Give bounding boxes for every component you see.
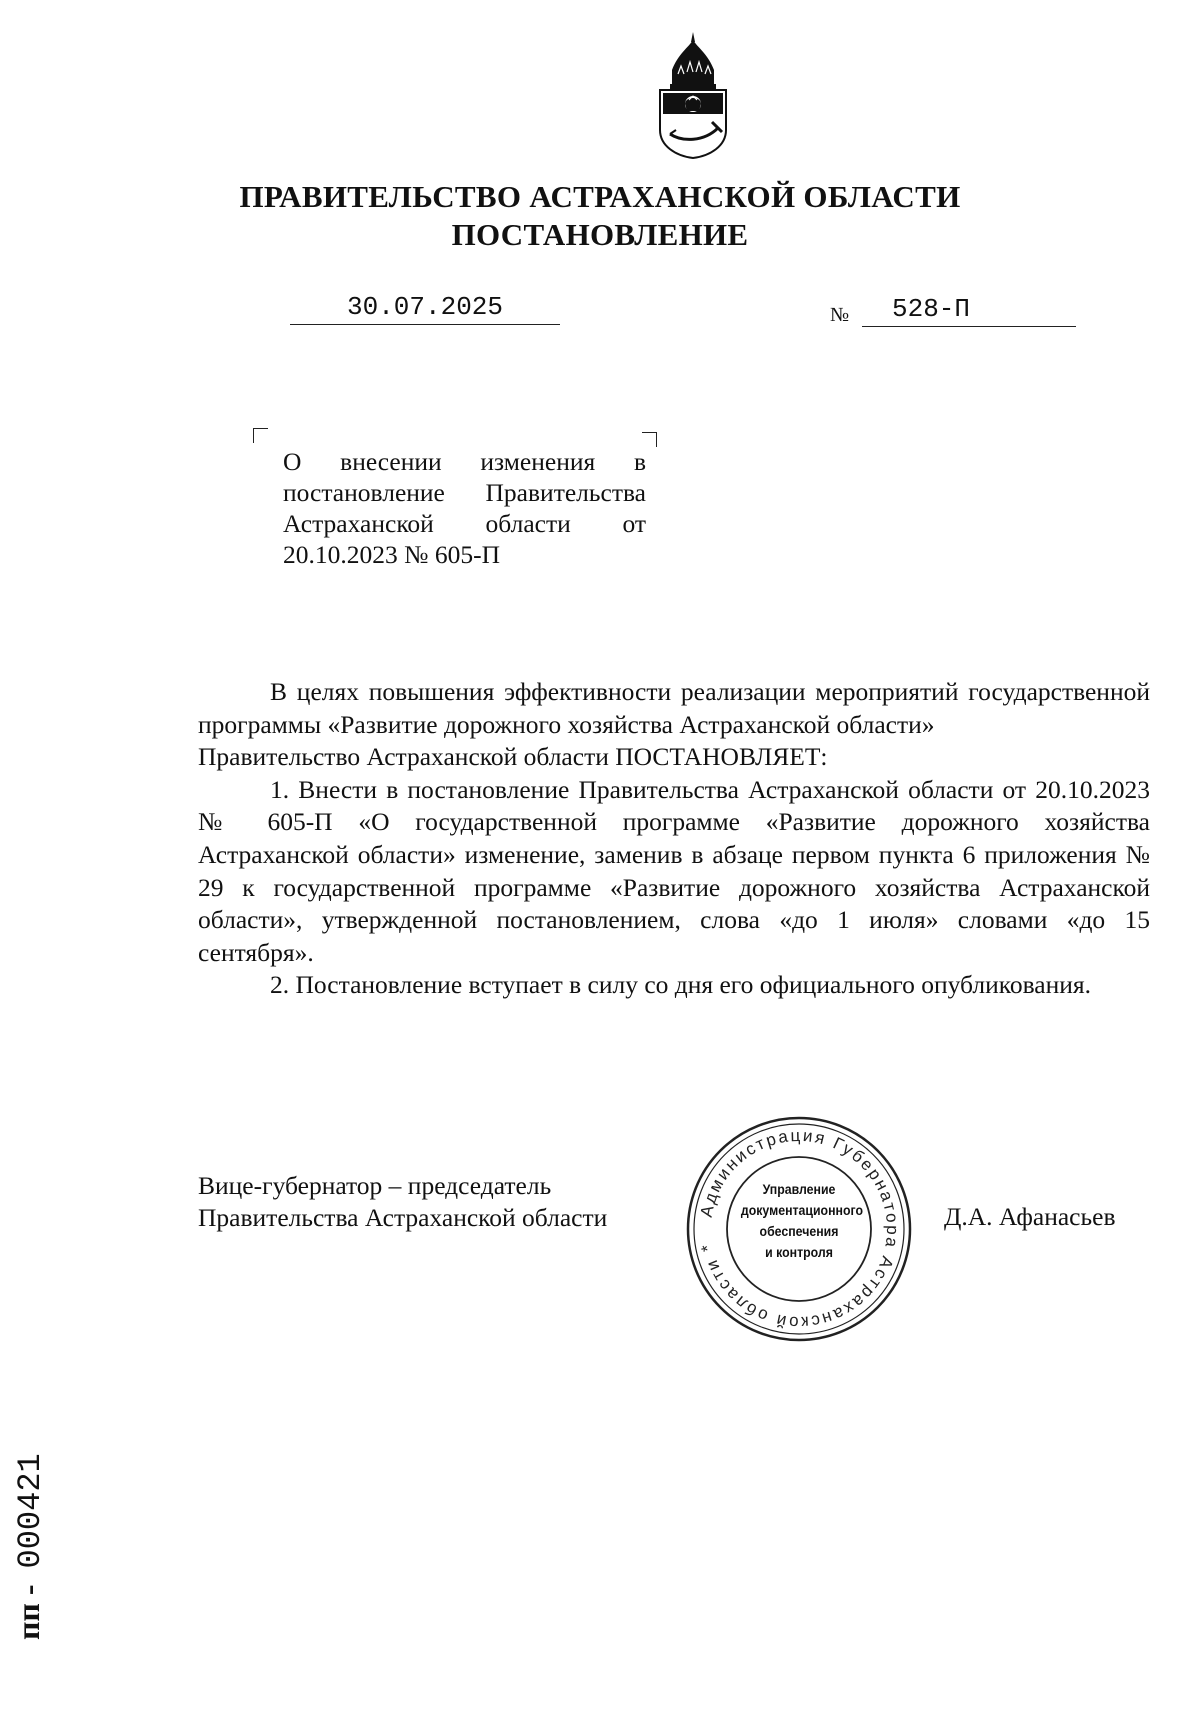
stamp-center-line: Управление [762, 1181, 836, 1197]
stamp-ring-text-path: Администрация Губернатора Астраханской области * [696, 1125, 903, 1333]
subject-corner-mark-right [642, 432, 657, 447]
signatory-position-line: Правительства Астраханской области [198, 1203, 608, 1232]
organization-title: ПРАВИТЕЛЬСТВО АСТРАХАНСКОЙ ОБЛАСТИ [239, 179, 961, 214]
subject-corner-mark-left [253, 428, 268, 443]
stamp-center-line: обеспечения [759, 1223, 839, 1239]
subject-line: О внесении изменения в [283, 447, 646, 476]
coat-of-arms-emblem [648, 30, 738, 160]
document-body [198, 676, 1150, 1002]
stamp-center-line: и контроля [765, 1244, 833, 1260]
registration-prefix: пп - [10, 1584, 46, 1640]
subject-line: Астраханской области от [283, 509, 646, 538]
subject-line: постановление Правительства [283, 478, 646, 507]
document-header [0, 178, 1200, 254]
item-2-paragraph: 2. Постановление вступает в силу со дня его официального опубликования. [270, 970, 1091, 1000]
document-number-label: № [830, 304, 850, 326]
document-type-title: ПОСТАНОВЛЕНИЕ [451, 217, 749, 252]
signatory-position-line: Вице-губернатор – председатель [198, 1171, 552, 1200]
preamble-paragraph: В целях повышения эффективности реализации мероприятий государственной программы «Развитие дорожного хозяйства Астраханской области» [198, 677, 1150, 739]
signatory-name: Д.А. Афанасьев [944, 1202, 1116, 1231]
registration-number [10, 1453, 49, 1640]
stamp-center-text [740, 1179, 863, 1263]
item-1-paragraph: 1. Внести в постановление Правительства Астраханской области от 20.10.2023 № 605-П «О государственной программе «Развитие дорожного хозяйства Астраханской области» изменение, заменив в абзаце первом пункта 6 приложения № 29 к государственной программе «Развитие дорожного хозяйства Астраханской области», утвержденной постановлением, слова «до 1 июля» словами «до 15 сентября». [198, 774, 1150, 967]
registration-value: 000421 [12, 1453, 49, 1569]
document-number: 528-П [862, 294, 1076, 327]
signatory-position [198, 1170, 607, 1234]
document-subject [283, 446, 646, 570]
document-date: 30.07.2025 [290, 292, 560, 325]
subject-line: 20.10.2023 № 605-П [283, 540, 500, 569]
stamp-center-line: документационного [740, 1202, 863, 1218]
resolution-paragraph: Правительство Астраханской области ПОСТАНОВЛЯЕТ: [198, 742, 828, 772]
